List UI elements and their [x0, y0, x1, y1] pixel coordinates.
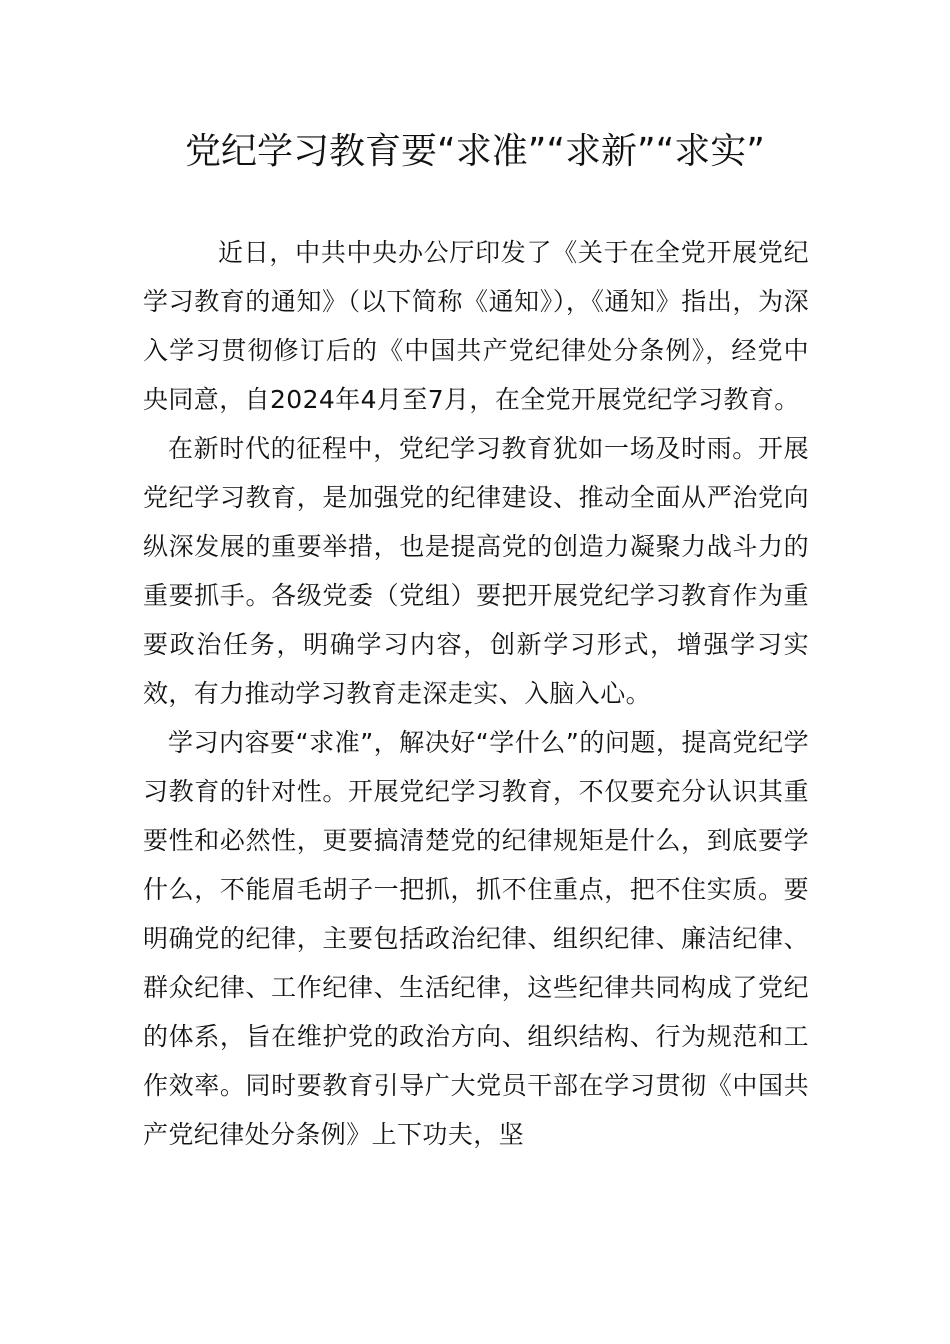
document-title: 党纪学习教育要“求准”“求新”“求实”	[185, 131, 765, 172]
paragraph-2: 在新时代的征程中，党纪学习教育犹如一场及时雨。开展党纪学习教育，是加强党的纪律建设、推动全面从严治党向纵深发展的重要举措，也是提高党的创造力凝聚力战斗力的重要抓手。各级党委（党组）要把开展党纪学习教育作为重要政治任务，明确学习内容，创新学习形式，增强学习实效，有力推动学习教育走深走实、入脑入心。	[143, 434, 809, 708]
paragraph-1: 近日，中共中央办公厅印发了《关于在全党开展党纪学习教育的通知》（以下简称《通知》），《通知》指出，为深入学习贯彻修订后的《中国共产党纪律处分条例》，经党中央同意，自2024年4月至7月，在全党开展党纪学习教育。	[143, 238, 809, 414]
document-body	[143, 228, 809, 1159]
paragraph-3: 学习内容要“求准”，解决好“学什么”的问题，提高党纪学习教育的针对性。开展党纪学习教育，不仅要充分认识其重要性和必然性，更要搞清楚党的纪律规矩是什么，到底要学什么，不能眉毛胡子一把抓，抓不住重点，把不住实质。要明确党的纪律，主要包括政治纪律、组织纪律、廉洁纪律、群众纪律、工作纪律、生活纪律，这些纪律共同构成了党纪的体系，旨在维护党的政治方向、组织结构、行为规范和工作效率。同时要教育引导广大党员干部在学习贯彻《中国共产党纪律处分条例》上下功夫，坚	[143, 728, 809, 1149]
